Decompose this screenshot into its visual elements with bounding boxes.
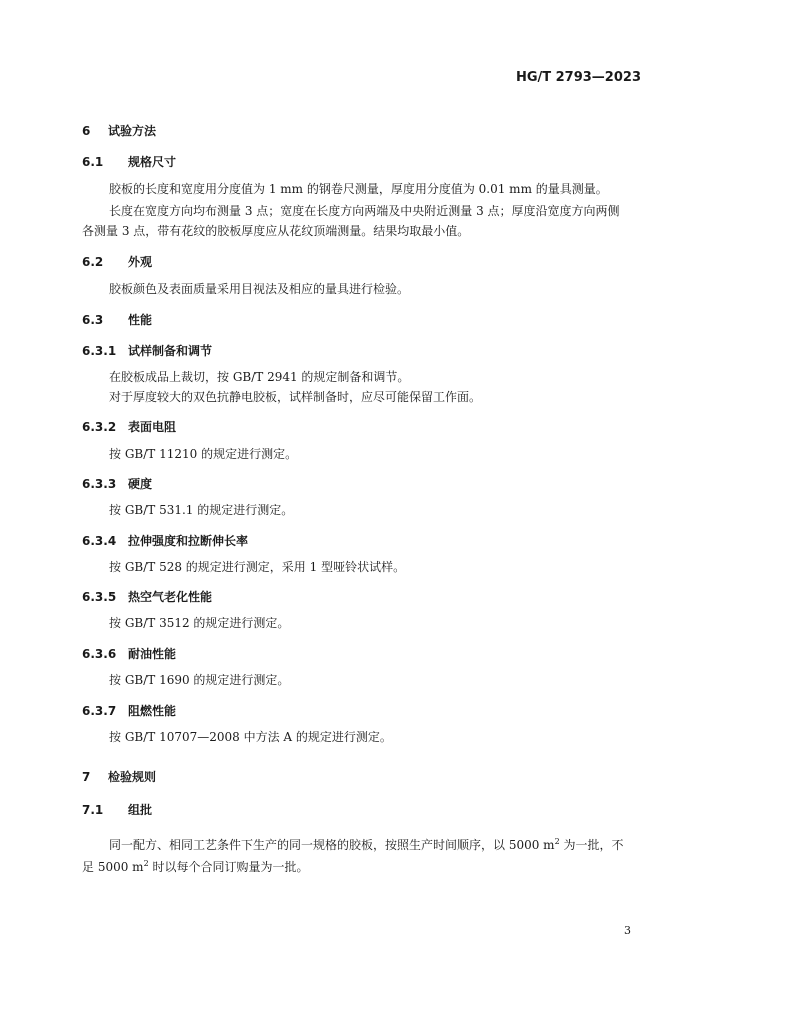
section-heading-6-3-4	[82, 532, 248, 549]
section-title: 耐油性能	[128, 647, 177, 661]
section-heading-6-3	[82, 311, 152, 328]
text-run: 时以每个合同订购量为一批。	[148, 860, 309, 874]
page-number: 3	[624, 924, 631, 937]
section-title: 检验规则	[108, 770, 157, 784]
section-number: 7	[82, 770, 91, 784]
standard-code: HG/T 2793—2023	[515, 70, 641, 85]
section-title: 拉伸强度和拉断伸长率	[128, 534, 249, 548]
paragraph-continuation: 各测量 3 点，带有花纹的胶板厚度应从花纹顶端测量。结果均取最小值。	[82, 224, 470, 238]
section-number: 6.3.5	[82, 590, 117, 604]
section-number: 6.3.3	[82, 477, 117, 491]
section-title: 规格尺寸	[128, 155, 177, 169]
section-title: 外观	[128, 255, 153, 269]
section-number: 6.3.7	[82, 704, 117, 718]
section-number: 6.3.4	[82, 534, 117, 548]
section-title: 热空气老化性能	[128, 590, 213, 604]
paragraph: 按 GB/T 3512 的规定进行测定。	[109, 616, 290, 630]
paragraph-continuation	[82, 856, 308, 875]
section-heading-6-1	[82, 153, 176, 170]
section-heading-6-3-7	[82, 702, 176, 719]
paragraph: 胶板颜色及表面质量采用目视法及相应的量具进行检验。	[109, 282, 410, 296]
section-title: 阻燃性能	[128, 704, 177, 718]
section-heading-6-3-5	[82, 588, 212, 605]
section-heading-7-1	[82, 801, 152, 818]
section-heading-6-3-6	[82, 645, 176, 662]
paragraph: 按 GB/T 10707—2008 中方法 A 的规定进行测定。	[109, 730, 392, 744]
text-run: 足 5000 m	[82, 860, 144, 874]
section-number: 6.3.1	[82, 344, 117, 358]
text-run: 为一批，不	[559, 838, 624, 852]
section-title: 组批	[128, 803, 153, 817]
section-number: 6.2	[82, 255, 104, 269]
section-heading-6	[82, 122, 156, 139]
section-title: 表面电阻	[128, 420, 177, 434]
section-title: 试样制备和调节	[128, 344, 213, 358]
section-title: 试验方法	[108, 124, 157, 138]
paragraph: 长度在宽度方向均布测量 3 点；宽度在长度方向两端及中央附近测量 3 点；厚度沿宽度方向两侧	[109, 204, 620, 218]
section-heading-6-3-3	[82, 475, 152, 492]
section-number: 6.3.6	[82, 647, 117, 661]
paragraph: 按 GB/T 11210 的规定进行测定。	[109, 447, 298, 461]
section-heading-6-3-2	[82, 418, 176, 435]
paragraph: 按 GB/T 531.1 的规定进行测定。	[109, 503, 294, 517]
section-heading-7	[82, 768, 156, 785]
paragraph: 胶板的长度和宽度用分度值为 1 mm 的钢卷尺测量，厚度用分度值为 0.01 mm 的量具测量。	[109, 182, 608, 196]
section-number: 6	[82, 124, 91, 138]
section-number: 7.1	[82, 803, 104, 817]
paragraph: 按 GB/T 1690 的规定进行测定。	[109, 673, 290, 687]
section-heading-6-3-1	[82, 342, 212, 359]
section-heading-6-2	[82, 253, 152, 270]
section-title: 硬度	[128, 477, 153, 491]
paragraph: 对于厚度较大的双色抗静电胶板，试样制备时，应尽可能保留工作面。	[109, 390, 482, 404]
superscript: 2	[143, 859, 149, 868]
superscript: 2	[554, 837, 560, 846]
paragraph	[109, 834, 623, 853]
section-title: 性能	[128, 313, 153, 327]
paragraph: 在胶板成品上裁切，按 GB/T 2941 的规定制备和调节。	[109, 370, 410, 384]
section-number: 6.3	[82, 313, 104, 327]
text-run: 同一配方、相同工艺条件下生产的同一规格的胶板，按照生产时间顺序，以 5000 m	[109, 838, 555, 852]
section-number: 6.3.2	[82, 420, 117, 434]
section-number: 6.1	[82, 155, 104, 169]
paragraph: 按 GB/T 528 的规定进行测定，采用 1 型哑铃状试样。	[109, 560, 406, 574]
